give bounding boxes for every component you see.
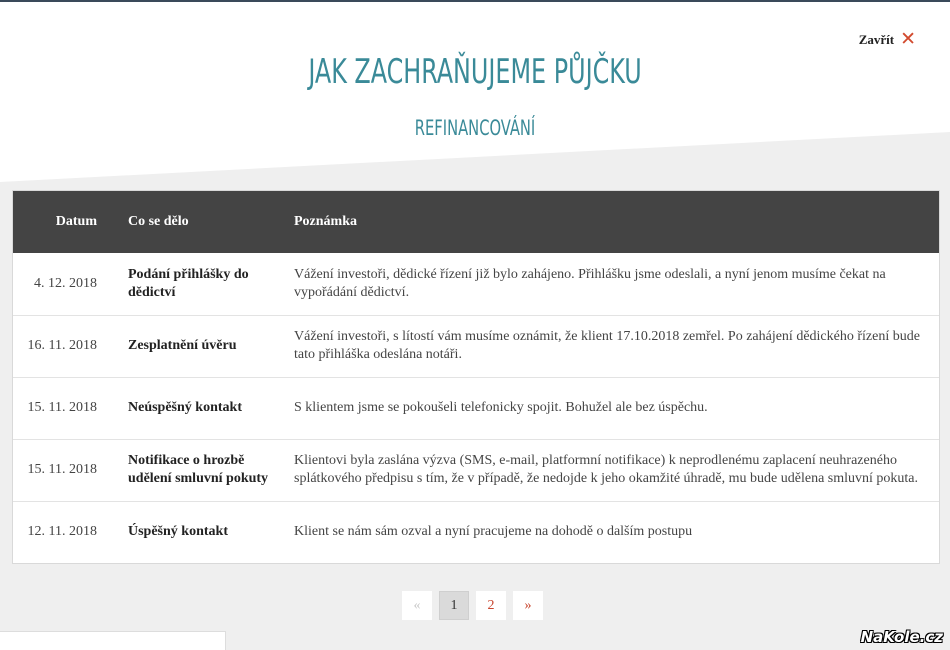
table-row bbox=[13, 315, 939, 377]
row-date: 16. 11. 2018 bbox=[13, 315, 113, 377]
top-border bbox=[0, 0, 950, 2]
close-icon: ✕ bbox=[900, 28, 916, 50]
table-row bbox=[13, 377, 939, 439]
row-note: Klient se nám sám ozval a nyní pracujeme na dohodě o dalším postupu bbox=[279, 501, 939, 563]
pagination-page-2[interactable]: 2 bbox=[476, 591, 506, 620]
pagination-page-1[interactable]: 1 bbox=[439, 591, 469, 620]
watermark-logo: NaKole.cz bbox=[860, 628, 943, 646]
header-event: Co se dělo bbox=[128, 214, 189, 229]
row-note: Klientovi byla zaslána výzva (SMS, e-mail, platformní notifikace) k neprodlenému zaplacení neuhrazeného splátkového předpisu s tím, že v případě, že nedojde k jeho okamžité úhradě, mu bude udělena smluvní pokuta. bbox=[279, 439, 939, 501]
modal-title: JAK ZACHRAŇUJEME PŮJČKU bbox=[308, 52, 642, 92]
partial-input-field[interactable] bbox=[0, 631, 226, 650]
table-row bbox=[13, 253, 939, 315]
pagination-next[interactable]: » bbox=[513, 591, 543, 620]
modal-header-background bbox=[0, 2, 950, 202]
row-event: Neúspěšný kontakt bbox=[113, 377, 279, 439]
row-note: Vážení investoři, dědické řízení již bylo zahájeno. Přihlášku jsme odeslali, a nyní jenom musíme čekat na vypořádání dědictví. bbox=[294, 266, 886, 300]
pagination bbox=[402, 591, 543, 620]
row-event: Zesplatnění úvěru bbox=[113, 315, 279, 377]
row-event: Podání přihlášky do dědictví bbox=[128, 266, 249, 300]
modal-subtitle: REFINANCOVÁNÍ bbox=[414, 116, 536, 140]
table-row bbox=[13, 439, 939, 501]
row-note: Vážení investoři, s lítostí vám musíme oznámit, že klient 17.10.2018 zemřel. Po zahájení dědického řízení bude tato přihláška odeslána notáři. bbox=[279, 315, 939, 377]
row-event: Úspěšný kontakt bbox=[113, 501, 279, 563]
table-row bbox=[13, 501, 939, 563]
close-button[interactable] bbox=[859, 30, 916, 49]
pagination-prev[interactable]: « bbox=[402, 591, 432, 620]
history-table bbox=[12, 190, 940, 564]
table-header-row bbox=[13, 191, 939, 253]
row-date: 12. 11. 2018 bbox=[13, 501, 113, 563]
close-label: Zavřít bbox=[858, 31, 895, 47]
row-date: 4. 12. 2018 bbox=[34, 275, 97, 291]
header-date: Datum bbox=[55, 214, 97, 229]
row-date: 15. 11. 2018 bbox=[13, 377, 113, 439]
row-note: S klientem jsme se pokoušeli telefonicky spojit. Bohužel ale bez úspěchu. bbox=[279, 377, 939, 439]
row-date: 15. 11. 2018 bbox=[13, 439, 113, 501]
row-event: Notifikace o hrozbě udělení smluvní pokuty bbox=[113, 439, 279, 501]
header-note: Poznámka bbox=[294, 214, 357, 229]
